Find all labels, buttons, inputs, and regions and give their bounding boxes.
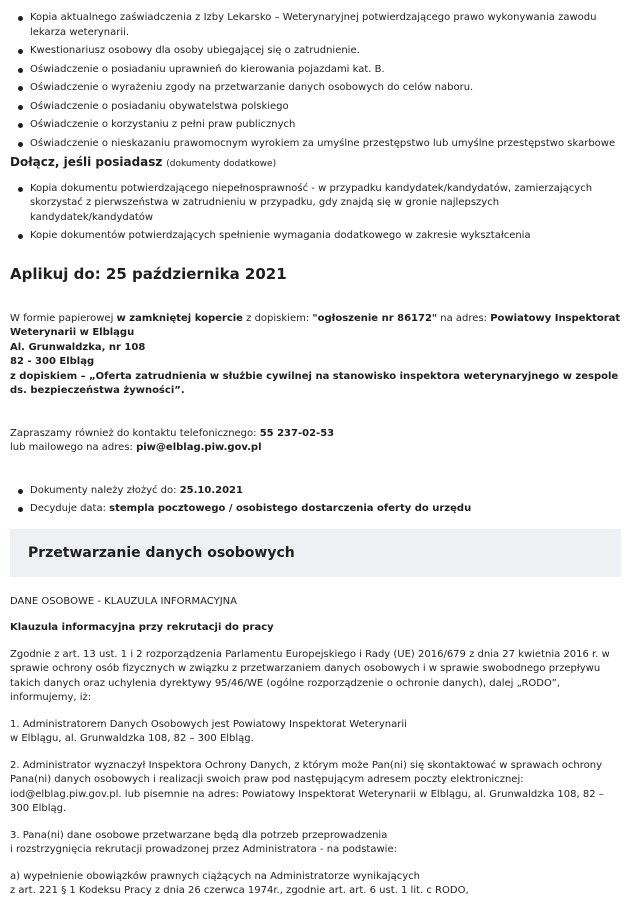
text: W formie papierowej (10, 312, 117, 324)
optional-heading-note: (dokumenty dodatkowe) (166, 159, 277, 169)
email-link[interactable]: piw@elblag.piw.gov.pl (136, 442, 262, 453)
list-item: Decyduje data: stempla pocztowego / osobistego dostarczenia oferty do urzędu (10, 502, 621, 517)
required-docs-list (10, 0, 621, 151)
address-line: 82 - 300 Elbląg (10, 356, 95, 367)
list-item: Oświadczenie o wyrażeniu zgody na przetwarzanie danych osobowych do celów naboru. (10, 81, 621, 96)
optional-docs-list (10, 182, 621, 244)
deadline-list (10, 484, 621, 517)
paper-submission-info (10, 312, 621, 399)
apply-deadline-heading: Aplikuj do: 25 października 2021 (10, 264, 287, 283)
gdpr-intro: Zgodnie z art. 13 ust. 1 i 2 rozporządzenia Parlamentu Europejskiego i Rady (UE) 2016/679 z dnia 27 kwietnia 2016 r. w sprawie ochrony osób fizycznych w związku z przetwarzaniem danych osobowych i w sprawie swobodnego przepływu takich danych oraz uchylenia dyrektywy 95/46/WE (ogólne rozporządzenie o ochronie danych), dalej „RODO”, informujemy, iż: (10, 648, 610, 703)
envelope-note: w zamkniętej kopercie (116, 312, 243, 324)
list-item: Oświadczenie o posiadaniu obywatelstwa polskiego (10, 100, 621, 115)
gdpr-point-1: 1. Administratorem Danych Osobowych jest Powiatowy Inspektorat Weterynarii w Elblągu, al. Grunwaldzka 108, 82 – 300 Elbląg. (10, 718, 407, 744)
recipient-name: Powiatowy Inspektorat Weterynarii w Elblągu (10, 312, 621, 338)
gdpr-body (10, 595, 621, 899)
list-item: Oświadczenie o posiadaniu uprawnień do kierowania pojazdami kat. B. (10, 63, 621, 78)
list-item: Kwestionariusz osobowy dla osoby ubiegającej się o zatrudnienie. (10, 44, 621, 59)
gdpr-subheading: Klauzula informacyjna przy rekrutacji do pracy (10, 622, 274, 633)
list-item: Dokumenty należy złożyć do: 25.10.2021 (10, 484, 621, 499)
gdpr-caps-title: DANE OSOBOWE - KLAUZULA INFORMACYJNA (10, 595, 237, 607)
gdpr-point-a: a) wypełnienie obowiązków prawnych ciążących na Administratorze wynikających z art. 221 § 1 Kodeksu Pracy z dnia 26 czerwca 1974r., zgodnie art. art. 6 ust. 1 lit. c RODO, (10, 870, 469, 896)
deadline-date: 25.10.2021 (179, 484, 243, 496)
list-item: Kopie dokumentów potwierdzających spełnienie wymagania dodatkowego w zakresie wykształcenia (10, 229, 621, 244)
contact-info (10, 427, 621, 456)
optional-heading-text: Dołącz, jeśli posiadasz (10, 155, 163, 169)
text: z dopiskiem: (242, 312, 313, 324)
text: na adres: (437, 312, 491, 324)
list-item: Kopia dokumentu potwierdzającego niepełnosprawność - w przypadku kandydatek/kandydatów, zamierzających skorzystać z pierwszeństwa w zatrudnieniu w przypadku, gdy znajdą się w gronie najlepszych kandydatek/kandydatów (10, 182, 621, 226)
paper-submission-text (10, 312, 621, 341)
envelope-caption: z dopiskiem – „Oferta zatrudnienia w służbie cywilnej na stanowisko inspektora weterynaryjnego w zespole ds. bezpieczeństwa żywności”. (10, 370, 619, 396)
phone-number[interactable]: 55 237-02-53 (259, 427, 335, 439)
email-line: lub mailowego na adres: piw@elblag.piw.gov.pl (10, 442, 262, 453)
list-item: Kopia aktualnego zaświadczenia z Izby Lekarsko – Weterynaryjnej potwierdzającego prawo wykonywania zawodu lekarza weterynarii. (10, 11, 621, 40)
phone-line: Zapraszamy również do kontaktu telefonicznego: 55 237-02-53 (10, 427, 335, 439)
deciding-date-note: stempla pocztowego / osobistego dostarczenia oferty do urzędu (109, 503, 472, 514)
address-line: Al. Grunwaldzka, nr 108 (10, 341, 146, 353)
announcement-number: "ogłoszenie nr 86172" (312, 312, 438, 324)
list-item: Oświadczenie o korzystaniu z pełni praw publicznych (10, 118, 621, 133)
gdpr-section-header: Przetwarzanie danych osobowych (10, 529, 621, 577)
optional-docs-heading (10, 155, 621, 172)
list-item: Oświadczenie o nieskazaniu prawomocnym wyrokiem za umyślne przestępstwo lub umyślne przestępstwo skarbowe (10, 137, 621, 152)
gdpr-point-3: 3. Pana(ni) dane osobowe przetwarzane będą dla potrzeb przeprowadzenia i rozstrzygnięcia rekrutacji prowadzonej przez Administratora - na podstawie: (10, 829, 397, 855)
gdpr-point-2: 2. Administrator wyznaczył Inspektora Ochrony Danych, z którym może Pan(ni) się skontaktować w sprawach ochrony Pana(ni) danych osobowych i realizacji swoich praw pod następującym adresem poczty elektronicznej: iod@elblag.piw.gov.pl. lub pisemnie na adres: Powiatowy Inspektorat Weterynarii w Elblągu, al. Grunwaldzka 108, 82 – 300 Elbląg. (10, 759, 604, 814)
